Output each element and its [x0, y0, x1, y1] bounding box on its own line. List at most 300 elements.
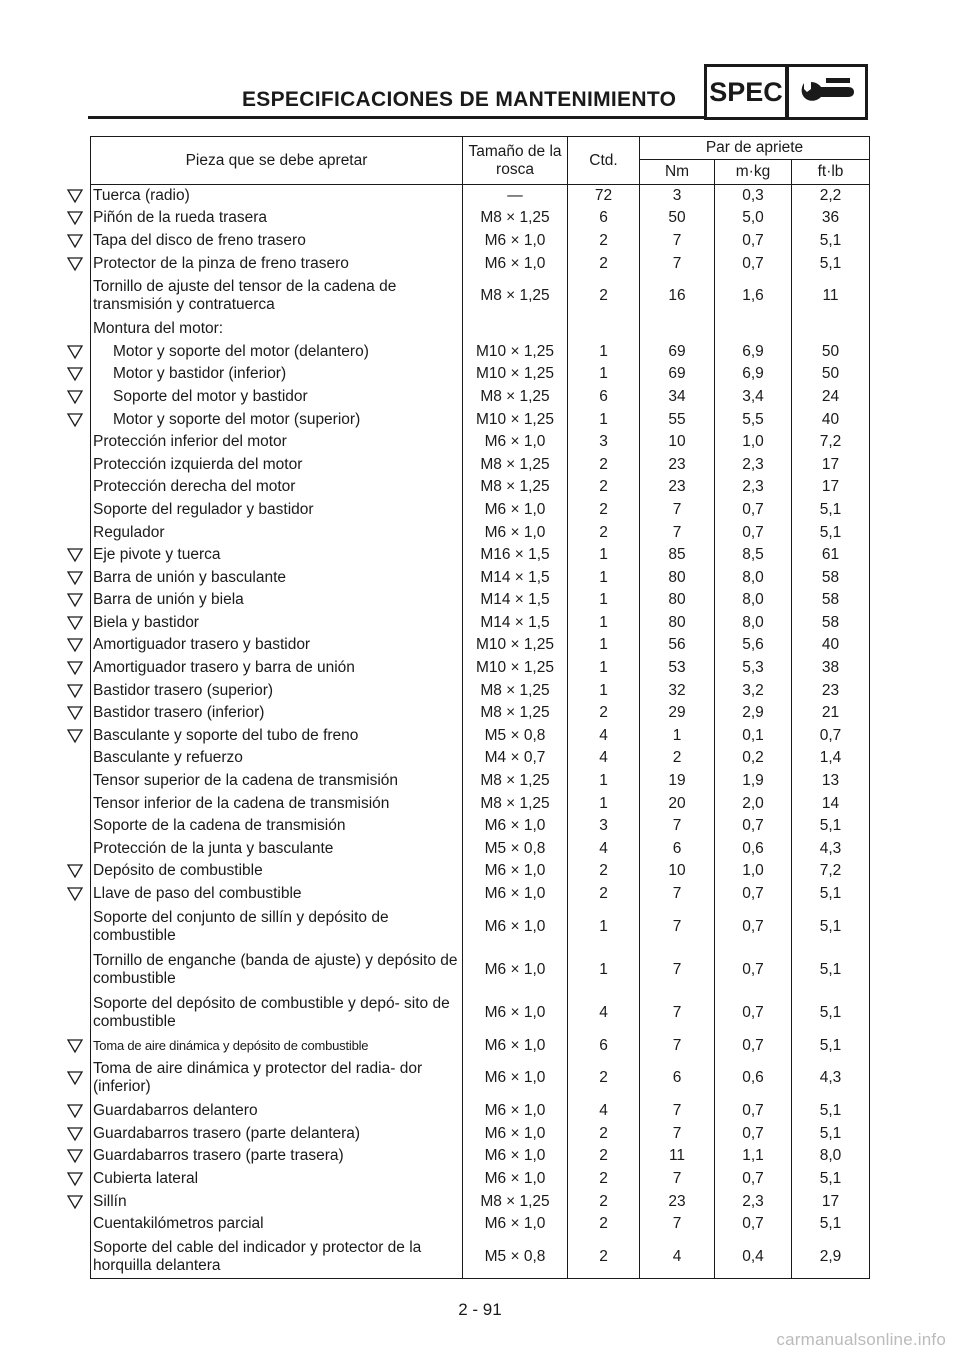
cell-part: Tornillo de enganche (banda de ajuste) y depósito de combustible: [91, 948, 463, 991]
cell-mkg: 0,7: [715, 1100, 792, 1123]
cell-ftlb: 5,1: [792, 1168, 870, 1191]
cell-nm: 80: [640, 612, 715, 635]
cell-mkg: 0,6: [715, 1057, 792, 1100]
cell-nm: 19: [640, 770, 715, 793]
table-row: [91, 747, 870, 770]
cell-nm: 7: [640, 991, 715, 1034]
cell-ftlb: 17: [792, 476, 870, 499]
triangle-mark-icon: [66, 570, 84, 586]
cell-mkg: 6,9: [715, 340, 792, 363]
cell-qty: 1: [568, 770, 640, 793]
cell-ftlb: 36: [792, 207, 870, 230]
cell-mkg: 5,5: [715, 408, 792, 431]
cell-thread: M6 × 1,0: [463, 252, 568, 275]
cell-mkg: 2,3: [715, 453, 792, 476]
cell-thread: M16 × 1,5: [463, 544, 568, 567]
table-row: [91, 408, 870, 431]
cell-ftlb: 58: [792, 612, 870, 635]
cell-ftlb: 4,3: [792, 838, 870, 861]
cell-ftlb: 50: [792, 363, 870, 386]
cell-nm: 23: [640, 453, 715, 476]
table-row: [91, 702, 870, 725]
cell-qty: 1: [568, 566, 640, 589]
table-row: [91, 1100, 870, 1123]
table-row: [91, 185, 870, 208]
cell-qty: 1: [568, 612, 640, 635]
triangle-mark-icon: [66, 660, 84, 676]
table-row: [91, 792, 870, 815]
cell-thread: M10 × 1,25: [463, 634, 568, 657]
cell-qty: 2: [568, 1145, 640, 1168]
cell-thread: M8 × 1,25: [463, 275, 568, 318]
cell-nm: 11: [640, 1145, 715, 1168]
table-row: [91, 318, 870, 341]
cell-part: Basculante y soporte del tubo de freno: [91, 725, 463, 748]
watermark: carmanualsonline.info: [776, 1330, 946, 1349]
cell-thread: M10 × 1,25: [463, 363, 568, 386]
cell-mkg: 3,4: [715, 386, 792, 409]
cell-part: Regulador: [91, 521, 463, 544]
cell-nm: 23: [640, 476, 715, 499]
cell-mkg: 3,2: [715, 679, 792, 702]
cell-part: Guardabarros trasero (parte trasera): [91, 1145, 463, 1168]
cell-part: Biela y bastidor: [91, 612, 463, 635]
table-body: [91, 185, 870, 1279]
cell-part: Soporte del depósito de combustible y depó- sito de combustible: [91, 991, 463, 1034]
cell-nm: 1: [640, 725, 715, 748]
table-row: [91, 1168, 870, 1191]
cell-part: Amortiguador trasero y barra de unión: [91, 657, 463, 680]
cell-thread: M6 × 1,0: [463, 1145, 568, 1168]
header-mkg: m·kg: [715, 160, 792, 185]
cell-part: Motor y soporte del motor (delantero): [91, 340, 463, 363]
cell-thread: M6 × 1,0: [463, 991, 568, 1034]
cell-thread: M8 × 1,25: [463, 207, 568, 230]
cell-mkg: 8,0: [715, 612, 792, 635]
cell-qty: 2: [568, 230, 640, 253]
cell-thread: [463, 318, 568, 341]
cell-part: Protección izquierda del motor: [91, 453, 463, 476]
cell-nm: 55: [640, 408, 715, 431]
triangle-mark-icon: [66, 188, 84, 204]
cell-ftlb: 5,1: [792, 1100, 870, 1123]
header-thread: Tamaño de la rosca: [463, 137, 568, 185]
cell-ftlb: [792, 318, 870, 341]
header-part: Pieza que se debe apretar: [91, 137, 463, 185]
cell-qty: 2: [568, 702, 640, 725]
cell-part: Soporte de la cadena de transmisión: [91, 815, 463, 838]
cell-nm: 4: [640, 1235, 715, 1278]
cell-nm: 7: [640, 1100, 715, 1123]
cell-nm: 50: [640, 207, 715, 230]
cell-thread: M6 × 1,0: [463, 1057, 568, 1100]
cell-thread: M6 × 1,0: [463, 1168, 568, 1191]
cell-ftlb: 17: [792, 453, 870, 476]
cell-nm: 80: [640, 566, 715, 589]
cell-ftlb: 38: [792, 657, 870, 680]
cell-mkg: 5,6: [715, 634, 792, 657]
cell-mkg: 5,0: [715, 207, 792, 230]
cell-qty: 2: [568, 476, 640, 499]
table-row: [91, 544, 870, 567]
cell-ftlb: 23: [792, 679, 870, 702]
cell-qty: 2: [568, 883, 640, 906]
cell-qty: 1: [568, 544, 640, 567]
cell-thread: M14 × 1,5: [463, 566, 568, 589]
cell-nm: 69: [640, 363, 715, 386]
cell-qty: 1: [568, 657, 640, 680]
triangle-mark-icon: [66, 886, 84, 902]
cell-ftlb: 5,1: [792, 499, 870, 522]
cell-qty: 2: [568, 453, 640, 476]
cell-part: Guardabarros delantero: [91, 1100, 463, 1123]
cell-ftlb: 5,1: [792, 252, 870, 275]
spec-badge-icon-box: [786, 64, 868, 120]
cell-ftlb: 17: [792, 1190, 870, 1213]
cell-thread: M6 × 1,0: [463, 499, 568, 522]
table-row: [91, 948, 870, 991]
table-row: [91, 991, 870, 1034]
cell-part: Tensor superior de la cadena de transmisión: [91, 770, 463, 793]
cell-ftlb: 5,1: [792, 1123, 870, 1146]
cell-nm: 7: [640, 1213, 715, 1236]
cell-thread: M8 × 1,25: [463, 453, 568, 476]
cell-qty: 2: [568, 1057, 640, 1100]
table-row: [91, 1190, 870, 1213]
spec-badge: SPEC: [704, 64, 788, 120]
cell-nm: [640, 318, 715, 341]
table-row: [91, 1034, 870, 1057]
cell-mkg: 5,3: [715, 657, 792, 680]
cell-mkg: 1,0: [715, 431, 792, 454]
cell-qty: 1: [568, 634, 640, 657]
cell-qty: 6: [568, 207, 640, 230]
cell-ftlb: 61: [792, 544, 870, 567]
cell-qty: 2: [568, 1213, 640, 1236]
cell-nm: 10: [640, 860, 715, 883]
cell-mkg: 0,2: [715, 747, 792, 770]
cell-nm: 34: [640, 386, 715, 409]
cell-nm: 20: [640, 792, 715, 815]
table-row: [91, 1235, 870, 1278]
table-row: [91, 1213, 870, 1236]
cell-mkg: 0,7: [715, 1168, 792, 1191]
table-row: [91, 883, 870, 906]
table-row: [91, 453, 870, 476]
cell-ftlb: 8,0: [792, 1145, 870, 1168]
triangle-mark-icon: [66, 233, 84, 249]
cell-part: Llave de paso del combustible: [91, 883, 463, 906]
triangle-mark-icon: [66, 1103, 84, 1119]
cell-part: Guardabarros trasero (parte delantera): [91, 1123, 463, 1146]
cell-qty: 2: [568, 1168, 640, 1191]
cell-nm: 7: [640, 815, 715, 838]
cell-qty: 1: [568, 589, 640, 612]
triangle-mark-icon: [66, 728, 84, 744]
cell-mkg: 0,7: [715, 1123, 792, 1146]
cell-part: Bastidor trasero (superior): [91, 679, 463, 702]
triangle-mark-icon: [66, 256, 84, 272]
triangle-mark-icon: [66, 637, 84, 653]
cell-nm: 7: [640, 905, 715, 948]
cell-qty: 2: [568, 1123, 640, 1146]
header-torque: Par de apriete: [640, 137, 870, 160]
cell-part: Protección de la junta y basculante: [91, 838, 463, 861]
cell-mkg: 2,0: [715, 792, 792, 815]
triangle-mark-icon: [66, 210, 84, 226]
cell-mkg: 1,9: [715, 770, 792, 793]
cell-nm: 85: [640, 544, 715, 567]
cell-qty: 4: [568, 725, 640, 748]
cell-part: Barra de unión y biela: [91, 589, 463, 612]
page-number: 2 - 91: [458, 1300, 502, 1319]
cell-thread: M6 × 1,0: [463, 1213, 568, 1236]
cell-part: Tuerca (radio): [91, 185, 463, 208]
cell-mkg: 0,7: [715, 905, 792, 948]
cell-qty: 2: [568, 499, 640, 522]
cell-nm: 29: [640, 702, 715, 725]
cell-mkg: 0,6: [715, 838, 792, 861]
cell-part: Bastidor trasero (inferior): [91, 702, 463, 725]
table-row: [91, 521, 870, 544]
cell-thread: M6 × 1,0: [463, 1123, 568, 1146]
table-row: [91, 905, 870, 948]
cell-qty: 1: [568, 948, 640, 991]
table-row: [91, 566, 870, 589]
cell-part: Tensor inferior de la cadena de transmisión: [91, 792, 463, 815]
cell-ftlb: 21: [792, 702, 870, 725]
cell-nm: 69: [640, 340, 715, 363]
cell-nm: 7: [640, 252, 715, 275]
cell-part: Depósito de combustible: [91, 860, 463, 883]
table-row: [91, 431, 870, 454]
table-row: [91, 838, 870, 861]
cell-part: Protector de la pinza de freno trasero: [91, 252, 463, 275]
table-row: [91, 657, 870, 680]
cell-ftlb: 5,1: [792, 991, 870, 1034]
cell-part: Motor y soporte del motor (superior): [91, 408, 463, 431]
triangle-mark-icon: [66, 1148, 84, 1164]
triangle-mark-icon: [66, 683, 84, 699]
cell-nm: 16: [640, 275, 715, 318]
triangle-mark-icon: [66, 705, 84, 721]
cell-ftlb: 5,1: [792, 815, 870, 838]
cell-mkg: 0,7: [715, 815, 792, 838]
cell-qty: 6: [568, 1034, 640, 1057]
triangle-mark-icon: [66, 344, 84, 360]
cell-ftlb: 5,1: [792, 1034, 870, 1057]
cell-part: Protección inferior del motor: [91, 431, 463, 454]
triangle-mark-icon: [66, 389, 84, 405]
cell-nm: 7: [640, 1034, 715, 1057]
cell-ftlb: 7,2: [792, 860, 870, 883]
cell-ftlb: 4,3: [792, 1057, 870, 1100]
cell-ftlb: 11: [792, 275, 870, 318]
title-rule: [88, 116, 706, 119]
table-row: [91, 634, 870, 657]
cell-mkg: 0,7: [715, 252, 792, 275]
table-row: [91, 386, 870, 409]
cell-qty: 4: [568, 747, 640, 770]
cell-qty: 1: [568, 363, 640, 386]
cell-mkg: 1,0: [715, 860, 792, 883]
cell-nm: 3: [640, 185, 715, 208]
cell-thread: M8 × 1,25: [463, 476, 568, 499]
cell-ftlb: 1,4: [792, 747, 870, 770]
triangle-mark-icon: [66, 1126, 84, 1142]
table-row: [91, 612, 870, 635]
cell-qty: 1: [568, 679, 640, 702]
cell-ftlb: 58: [792, 566, 870, 589]
cell-thread: M14 × 1,5: [463, 589, 568, 612]
triangle-mark-icon: [66, 412, 84, 428]
cell-mkg: 8,5: [715, 544, 792, 567]
triangle-mark-icon: [66, 1194, 84, 1210]
table-row: [91, 770, 870, 793]
cell-ftlb: 40: [792, 408, 870, 431]
cell-part: Soporte del regulador y bastidor: [91, 499, 463, 522]
cell-ftlb: 5,1: [792, 521, 870, 544]
cell-nm: 7: [640, 1123, 715, 1146]
triangle-mark-icon: [66, 592, 84, 608]
cell-part: Tapa del disco de freno trasero: [91, 230, 463, 253]
cell-ftlb: 58: [792, 589, 870, 612]
table-row: [91, 815, 870, 838]
cell-thread: M6 × 1,0: [463, 521, 568, 544]
cell-thread: M6 × 1,0: [463, 948, 568, 991]
table-row: [91, 1123, 870, 1146]
cell-mkg: 0,1: [715, 725, 792, 748]
cell-thread: M6 × 1,0: [463, 815, 568, 838]
cell-part: Amortiguador trasero y bastidor: [91, 634, 463, 657]
table-row: [91, 860, 870, 883]
cell-nm: 7: [640, 499, 715, 522]
cell-mkg: 0,3: [715, 185, 792, 208]
page-title: ESPECIFICACIONES DE MANTENIMIENTO: [242, 88, 677, 111]
table-row: [91, 1057, 870, 1100]
header-ftlb: ft·lb: [792, 160, 870, 185]
cell-nm: 53: [640, 657, 715, 680]
cell-nm: 10: [640, 431, 715, 454]
triangle-mark-icon: [66, 1171, 84, 1187]
cell-mkg: 0,7: [715, 948, 792, 991]
cell-thread: M8 × 1,25: [463, 1190, 568, 1213]
cell-part: Soporte del cable del indicador y protector de la horquilla delantera: [91, 1235, 463, 1278]
header-nm: Nm: [640, 160, 715, 185]
cell-part: Cuentakilómetros parcial: [91, 1213, 463, 1236]
cell-mkg: 0,7: [715, 883, 792, 906]
cell-ftlb: 2,2: [792, 185, 870, 208]
cell-nm: 7: [640, 948, 715, 991]
cell-ftlb: 13: [792, 770, 870, 793]
table-row: [91, 725, 870, 748]
wrench-icon: [798, 75, 856, 109]
table-row: [91, 1145, 870, 1168]
cell-nm: 56: [640, 634, 715, 657]
cell-mkg: 2,3: [715, 476, 792, 499]
cell-part: Soporte del conjunto de sillín y depósito de combustible: [91, 905, 463, 948]
cell-qty: 2: [568, 860, 640, 883]
cell-qty: 1: [568, 792, 640, 815]
cell-qty: 4: [568, 838, 640, 861]
cell-mkg: 1,1: [715, 1145, 792, 1168]
cell-thread: M6 × 1,0: [463, 883, 568, 906]
cell-ftlb: 50: [792, 340, 870, 363]
cell-qty: 3: [568, 815, 640, 838]
cell-thread: M6 × 1,0: [463, 431, 568, 454]
cell-thread: M6 × 1,0: [463, 1100, 568, 1123]
cell-qty: 1: [568, 408, 640, 431]
cell-ftlb: 24: [792, 386, 870, 409]
cell-part: Toma de aire dinámica y depósito de combustible: [91, 1034, 463, 1057]
cell-thread: M5 × 0,8: [463, 838, 568, 861]
cell-ftlb: 5,1: [792, 883, 870, 906]
cell-part: Tornillo de ajuste del tensor de la cadena de transmisión y contratuerca: [91, 275, 463, 318]
table-row: [91, 230, 870, 253]
cell-thread: M8 × 1,25: [463, 386, 568, 409]
cell-qty: 6: [568, 386, 640, 409]
cell-qty: 4: [568, 991, 640, 1034]
triangle-mark-icon: [66, 1070, 84, 1086]
cell-ftlb: 7,2: [792, 431, 870, 454]
cell-qty: 1: [568, 905, 640, 948]
cell-part: Barra de unión y basculante: [91, 566, 463, 589]
table-row: [91, 207, 870, 230]
cell-qty: 72: [568, 185, 640, 208]
cell-thread: M10 × 1,25: [463, 408, 568, 431]
triangle-mark-icon: [66, 1038, 84, 1054]
cell-thread: M8 × 1,25: [463, 792, 568, 815]
cell-part: Toma de aire dinámica y protector del radia- dor (inferior): [91, 1057, 463, 1100]
cell-part: Protección derecha del motor: [91, 476, 463, 499]
cell-thread: M6 × 1,0: [463, 230, 568, 253]
cell-qty: 2: [568, 1235, 640, 1278]
cell-thread: M6 × 1,0: [463, 1034, 568, 1057]
cell-qty: 1: [568, 340, 640, 363]
cell-nm: 2: [640, 747, 715, 770]
cell-ftlb: 0,7: [792, 725, 870, 748]
cell-mkg: 1,6: [715, 275, 792, 318]
cell-mkg: 6,9: [715, 363, 792, 386]
cell-ftlb: 5,1: [792, 1213, 870, 1236]
cell-thread: M5 × 0,8: [463, 1235, 568, 1278]
cell-mkg: 0,7: [715, 521, 792, 544]
cell-mkg: 0,7: [715, 991, 792, 1034]
triangle-mark-icon: [66, 615, 84, 631]
cell-qty: 3: [568, 431, 640, 454]
table-row: [91, 589, 870, 612]
cell-nm: 7: [640, 521, 715, 544]
table-row: [91, 340, 870, 363]
torque-spec-table: [90, 136, 870, 1279]
cell-part: Piñón de la rueda trasera: [91, 207, 463, 230]
table-row: [91, 275, 870, 318]
cell-mkg: 8,0: [715, 566, 792, 589]
cell-nm: 7: [640, 230, 715, 253]
cell-qty: 2: [568, 275, 640, 318]
cell-thread: M6 × 1,0: [463, 860, 568, 883]
cell-part: Sillín: [91, 1190, 463, 1213]
cell-ftlb: 2,9: [792, 1235, 870, 1278]
cell-thread: M4 × 0,7: [463, 747, 568, 770]
table-row: [91, 363, 870, 386]
table-row: [91, 476, 870, 499]
cell-mkg: 0,4: [715, 1235, 792, 1278]
table-row: [91, 252, 870, 275]
cell-nm: 7: [640, 883, 715, 906]
cell-mkg: 0,7: [715, 499, 792, 522]
cell-mkg: [715, 318, 792, 341]
